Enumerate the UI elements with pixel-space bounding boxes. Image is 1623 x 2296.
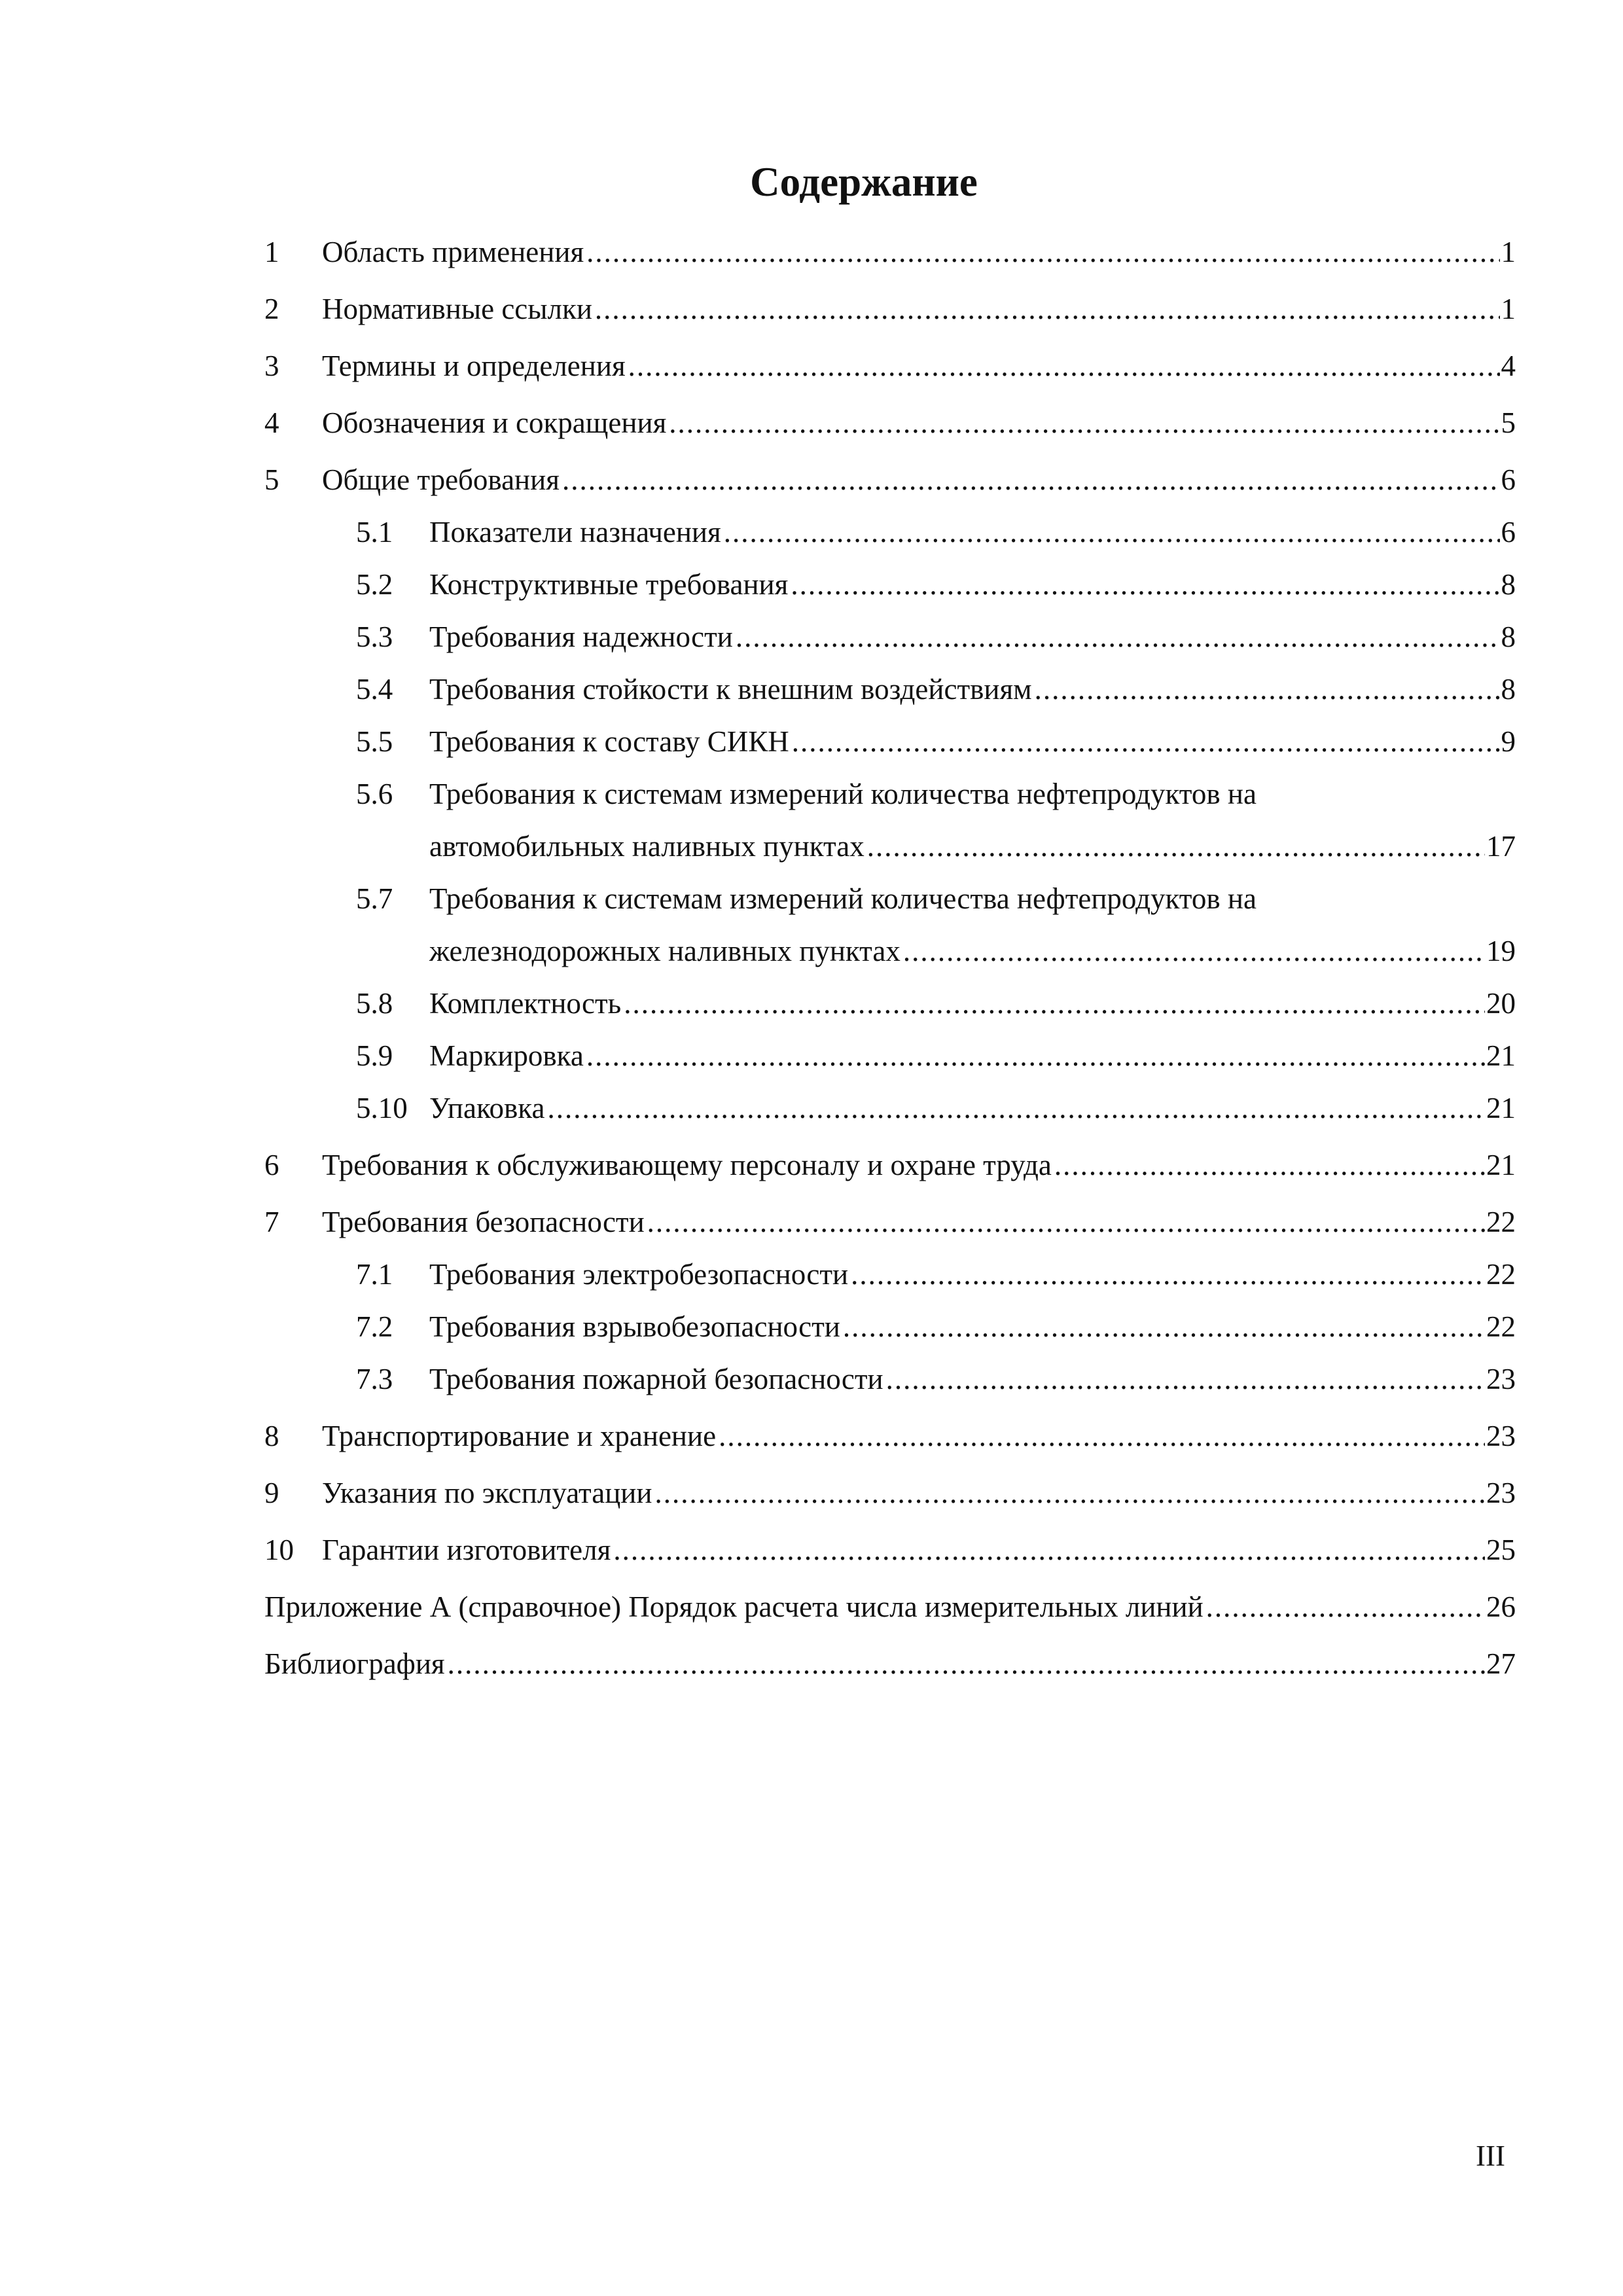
toc-subentry[interactable] [264, 1244, 1516, 1297]
toc-entry-title: Упаковка [429, 1092, 545, 1124]
toc-entry[interactable] [264, 445, 1516, 502]
toc-entry-title: Требования надежности [429, 620, 733, 653]
toc-subentry[interactable] [264, 869, 1516, 921]
toc-entry-title: Библиография [264, 1647, 445, 1680]
toc-subentry[interactable] [264, 1026, 1516, 1078]
toc-subentry[interactable] [264, 764, 1516, 816]
toc-appendix-entry[interactable] [264, 1572, 1516, 1629]
toc-entry-title: Требования стойкости к внешним воздействиям [429, 673, 1032, 706]
toc-entry[interactable] [264, 1130, 1516, 1187]
toc-subentry[interactable] [264, 1349, 1516, 1401]
toc-entry-page: 5 [1501, 406, 1516, 439]
toc-entry-title-continued: железнодорожных наливных пунктах [429, 935, 901, 967]
toc-subentry[interactable] [264, 973, 1516, 1026]
toc-entry-number: 3 [264, 350, 279, 382]
toc-leader-dots [586, 1036, 1485, 1075]
toc-entry-title-continued: автомобильных наливных пунктах [429, 830, 865, 863]
toc-entry-title: Маркировка [429, 1039, 584, 1072]
toc-leader-dots [1206, 1587, 1485, 1626]
toc-entry-number: 5.3 [356, 620, 393, 653]
toc-subentry[interactable] [264, 554, 1516, 607]
toc-entry-page: 25 [1486, 1534, 1516, 1566]
toc-entry-page: 1 [1501, 293, 1516, 325]
toc-entry-number: 7.2 [356, 1310, 393, 1343]
table-of-contents [264, 217, 1516, 1686]
toc-entry-page: 8 [1501, 568, 1516, 601]
toc-subentry[interactable] [264, 1078, 1516, 1130]
toc-entry-number: 10 [264, 1534, 294, 1566]
toc-entry[interactable] [264, 331, 1516, 388]
toc-entry-page: 23 [1486, 1420, 1516, 1452]
toc-entry-number: 5 [264, 463, 279, 496]
toc-leader-dots [595, 289, 1500, 329]
toc-leader-dots [867, 827, 1485, 866]
toc-leader-dots [719, 1416, 1485, 1456]
toc-entry[interactable] [264, 388, 1516, 445]
toc-entry-title: Указания по эксплуатации [322, 1477, 652, 1509]
toc-entry-title: Конструктивные требования [429, 568, 789, 601]
toc-subentry[interactable] [264, 711, 1516, 764]
toc-leader-dots [562, 460, 1500, 499]
toc-entry[interactable] [264, 1187, 1516, 1244]
toc-leader-dots [792, 722, 1500, 761]
toc-bibliography-entry[interactable] [264, 1629, 1516, 1686]
toc-entry-title: Общие требования [322, 463, 560, 496]
toc-entry-title: Показатели назначения [429, 516, 721, 548]
toc-entry-number: 1 [264, 236, 279, 268]
toc-entry-title: Комплектность [429, 987, 622, 1020]
toc-entry-page: 4 [1501, 350, 1516, 382]
toc-entry-title: Транспортирование и хранение [322, 1420, 717, 1452]
toc-leader-dots [448, 1644, 1485, 1683]
toc-leader-dots [886, 1359, 1485, 1399]
toc-entry-number: 5.6 [356, 778, 393, 810]
toc-entry-page: 21 [1486, 1092, 1516, 1124]
toc-entry-title: Термины и определения [322, 350, 626, 382]
toc-entry-number: 5.9 [356, 1039, 393, 1072]
toc-entry-page: 20 [1486, 987, 1516, 1020]
toc-leader-dots [843, 1307, 1485, 1346]
toc-entry-page: 19 [1486, 935, 1516, 967]
toc-entry-title: Требования к составу СИКН [429, 725, 789, 758]
toc-entry[interactable] [264, 1401, 1516, 1458]
toc-entry-number: 5.8 [356, 987, 393, 1020]
toc-entry-title: Требования взрывобезопасности [429, 1310, 840, 1343]
toc-leader-dots [791, 565, 1499, 604]
toc-entry-number: 5.10 [356, 1092, 408, 1124]
toc-entry-title: Требования безопасности [322, 1206, 645, 1238]
toc-entry-number: 6 [264, 1149, 279, 1181]
toc-entry-number: 5.7 [356, 882, 393, 915]
toc-entry-number: 8 [264, 1420, 279, 1452]
toc-entry-title: Гарантии изготовителя [322, 1534, 611, 1566]
toc-entry-number: 5.2 [356, 568, 393, 601]
toc-entry-page: 8 [1501, 620, 1516, 653]
toc-entry-title: Требования электробезопасности [429, 1258, 849, 1291]
toc-entry-title: Требования пожарной безопасности [429, 1363, 883, 1395]
toc-entry-title: Нормативные ссылки [322, 293, 592, 325]
toc-entry-page: 22 [1486, 1310, 1516, 1343]
toc-entry-page: 23 [1486, 1363, 1516, 1395]
toc-entry-page: 27 [1486, 1647, 1516, 1680]
page-number-footer: III [1476, 2140, 1505, 2172]
toc-entry-number: 2 [264, 293, 279, 325]
toc-entry-title: Обозначения и сокращения [322, 406, 667, 439]
toc-subentry[interactable] [264, 659, 1516, 711]
toc-entry-number: 7.1 [356, 1258, 393, 1291]
toc-entry[interactable] [264, 217, 1516, 274]
toc-entry-title: Приложение А (справочное) Порядок расчета числа измерительных линий [264, 1590, 1204, 1623]
toc-entry-page: 26 [1486, 1590, 1516, 1623]
toc-entry-title: Требования к системам измерений количества нефтепродуктов на [429, 778, 1257, 810]
toc-leader-dots [669, 403, 1499, 442]
toc-entry[interactable] [264, 1515, 1516, 1572]
toc-leader-dots [613, 1530, 1485, 1570]
toc-entry-page: 21 [1486, 1039, 1516, 1072]
toc-entry[interactable] [264, 1458, 1516, 1515]
toc-leader-dots [647, 1202, 1485, 1242]
toc-leader-dots [851, 1255, 1485, 1294]
toc-entry-title: Область применения [322, 236, 584, 268]
toc-entry-number: 9 [264, 1477, 279, 1509]
toc-leader-dots [586, 232, 1499, 272]
toc-entry-page: 22 [1486, 1258, 1516, 1291]
toc-leader-dots [628, 346, 1500, 386]
toc-entry-number: 7 [264, 1206, 279, 1238]
toc-entry-number: 5.5 [356, 725, 393, 758]
toc-entry[interactable] [264, 274, 1516, 331]
toc-leader-dots [736, 617, 1500, 656]
toc-leader-dots [903, 931, 1485, 971]
toc-subentry-continuation[interactable] [264, 921, 1516, 973]
toc-entry-page: 21 [1486, 1149, 1516, 1181]
toc-entry-page: 22 [1486, 1206, 1516, 1238]
toc-entry-page: 1 [1501, 236, 1516, 268]
toc-entry-number: 7.3 [356, 1363, 393, 1395]
toc-entry-page: 6 [1501, 516, 1516, 548]
toc-entry-number: 5.4 [356, 673, 393, 706]
toc-entry-page: 23 [1486, 1477, 1516, 1509]
toc-subentry[interactable] [264, 502, 1516, 554]
toc-entry-page: 9 [1501, 725, 1516, 758]
toc-entry-page: 17 [1486, 830, 1516, 863]
toc-leader-dots [724, 512, 1500, 552]
toc-subentry[interactable] [264, 607, 1516, 659]
toc-entry-number: 4 [264, 406, 279, 439]
toc-leader-dots [624, 984, 1485, 1023]
toc-subentry[interactable] [264, 1297, 1516, 1349]
toc-entry-page: 8 [1501, 673, 1516, 706]
toc-entry-title: Требования к системам измерений количества нефтепродуктов на [429, 882, 1257, 915]
toc-leader-dots [547, 1088, 1485, 1128]
toc-leader-dots [1035, 670, 1500, 709]
toc-subentry-continuation[interactable] [264, 816, 1516, 869]
toc-entry-number: 5.1 [356, 516, 393, 548]
page-title: Содержание [750, 159, 978, 205]
toc-entry-title: Требования к обслуживающему персоналу и охране труда [322, 1149, 1052, 1181]
toc-entry-page: 6 [1501, 463, 1516, 496]
toc-leader-dots [654, 1473, 1485, 1513]
toc-leader-dots [1054, 1145, 1485, 1185]
